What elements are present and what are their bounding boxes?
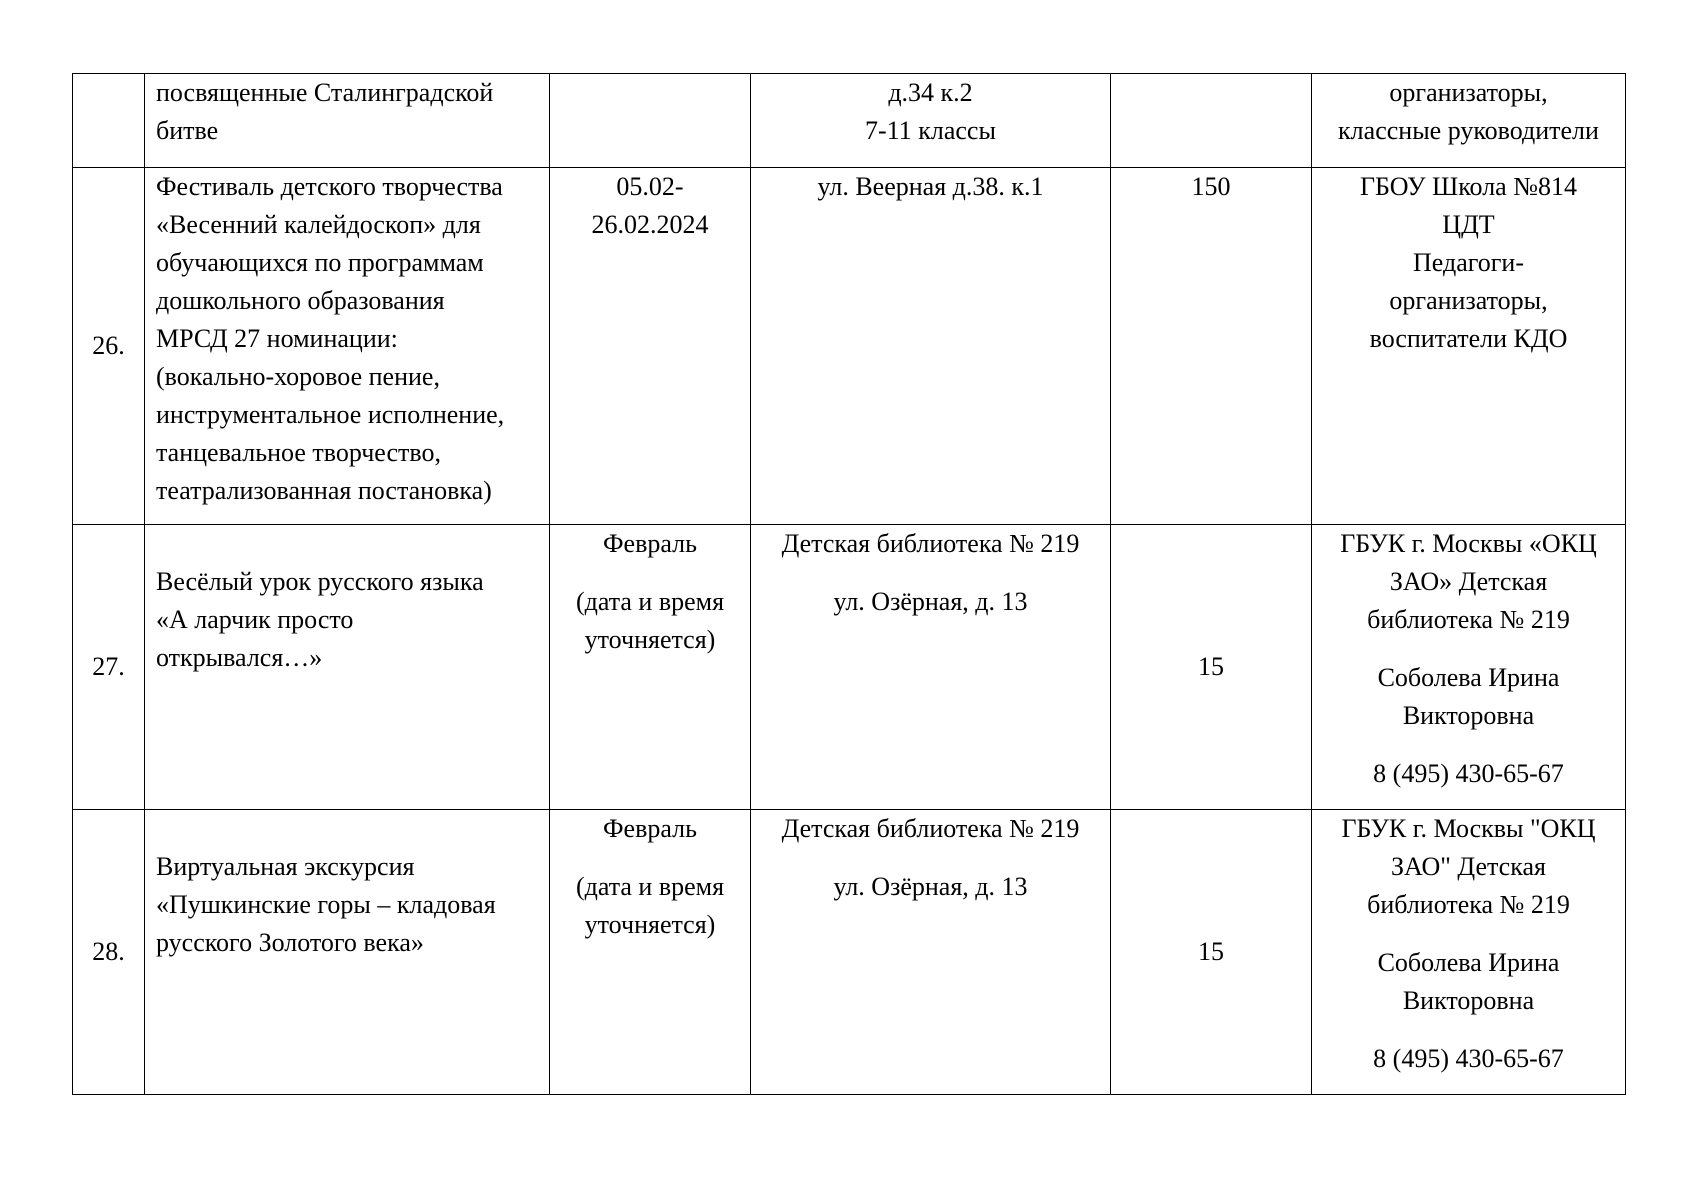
event-place-cell [751,168,1111,525]
organizer-line: организаторы, [1389,78,1548,107]
organizer-line: библиотека № 219 [1367,890,1570,919]
events-table [72,73,1626,1095]
event-date-note-line: уточняется) [584,910,716,939]
event-title-line: открывался…» [156,643,323,672]
event-place-line: д.34 к.2 [888,78,973,107]
event-date-note-line: (дата и время [575,872,725,901]
event-title-cell [145,168,550,525]
table-row [73,525,1626,810]
table-row [73,168,1626,525]
event-title-cell [145,810,550,1095]
table-row [73,74,1626,168]
event-title-cell [145,525,550,810]
event-place-cell [751,525,1111,810]
event-title-block [156,848,541,962]
organizer-phone: 8 (495) 430-65-67 [1373,759,1564,788]
organizer-name [1320,810,1617,924]
event-title-line: обучающихся по программам [156,248,484,277]
organizers-cell [1312,168,1626,525]
row-number-cell: 27. [73,525,145,810]
event-title-line: «Весенний калейдоскоп» для [156,210,481,239]
event-place-cell [751,810,1111,1095]
event-place-cell [751,74,1111,168]
organizer-line: ГБУК г. Москвы "ОКЦ [1341,814,1596,843]
event-place-name: Детская библиотека № 219 [781,814,1080,843]
organizer-line: Викторовна [1402,986,1535,1015]
event-title-line: (вокально-хоровое пение, [156,362,440,391]
event-place-address: ул. Озёрная, д. 13 [833,587,1028,616]
event-title-line: МРСД 27 номинации: [156,324,398,353]
organizer-line: ЗАО" Детская [1391,852,1546,881]
organizer-line: классные руководители [1338,116,1599,145]
event-title-line: Весёлый урок русского языка [156,567,484,596]
organizer-line: ГБУК г. Москвы «ОКЦ [1340,529,1597,558]
event-title-line: «А ларчик просто [156,605,354,634]
event-date-note [558,868,742,944]
event-date-note-line: (дата и время [575,587,725,616]
organizer-line: воспитатели КДО [1369,324,1568,353]
organizers-cell [1312,525,1626,810]
organizers-cell [1312,74,1626,168]
event-title-block [156,563,541,677]
organizer-phone: 8 (495) 430-65-67 [1373,1044,1564,1073]
event-title-line: Фестиваль детского творчества [156,172,503,201]
event-date-note-line: уточняется) [584,625,716,654]
organizer-line: Педагоги- [1413,248,1524,277]
event-title-line: дошкольного образования [156,286,445,315]
event-title-cell [145,74,550,168]
event-title-line: «Пушкинские горы – кладовая [156,890,496,919]
organizer-line: Викторовна [1402,701,1535,730]
event-date-cell [550,168,751,525]
event-title-line: танцевальное творчество, [156,438,441,467]
participant-count-cell: 15 [1111,525,1312,810]
event-title-line: посвященные Сталинградской [156,78,494,107]
participant-count-cell [1111,74,1312,168]
event-place-line: ул. Веерная д.38. к.1 [817,172,1044,201]
event-title-line: инструментальное исполнение, [156,400,505,429]
table-row [73,810,1626,1095]
event-date-cell [550,74,751,168]
organizer-line: Соболева Ирина [1377,663,1560,692]
organizer-line: библиотека № 219 [1367,605,1570,634]
event-place-name: Детская библиотека № 219 [781,529,1080,558]
organizers-cell [1312,810,1626,1095]
organizer-person [1320,659,1617,735]
row-number-cell: 26. [73,168,145,525]
event-place-address: ул. Озёрная, д. 13 [833,872,1028,901]
organizer-person [1320,944,1617,1020]
event-date-cell [550,525,751,810]
event-title-line: русского Золотого века» [156,928,424,957]
organizer-line: ЗАО» Детская [1389,567,1548,596]
organizer-line: ГБОУ Школа №814 [1359,172,1578,201]
event-date-month: Февраль [603,529,697,558]
organizer-line: организаторы, [1389,286,1548,315]
event-date-line: 26.02.2024 [591,210,709,239]
event-title-line: битве [156,116,219,145]
event-date-cell [550,810,751,1095]
event-date-note [558,583,742,659]
participant-count-cell: 150 [1111,168,1312,525]
event-date-line: 05.02- [616,172,684,201]
organizer-name [1320,525,1617,639]
event-place-line: 7-11 классы [865,116,996,145]
organizer-line: Соболева Ирина [1377,948,1560,977]
event-title-line: Виртуальная экскурсия [156,852,415,881]
event-date-month: Февраль [603,814,697,843]
row-number-cell [73,74,145,168]
row-number-cell: 28. [73,810,145,1095]
organizer-line: ЦДТ [1442,210,1495,239]
participant-count-cell: 15 [1111,810,1312,1095]
event-title-line: театрализованная постановка) [156,476,492,505]
